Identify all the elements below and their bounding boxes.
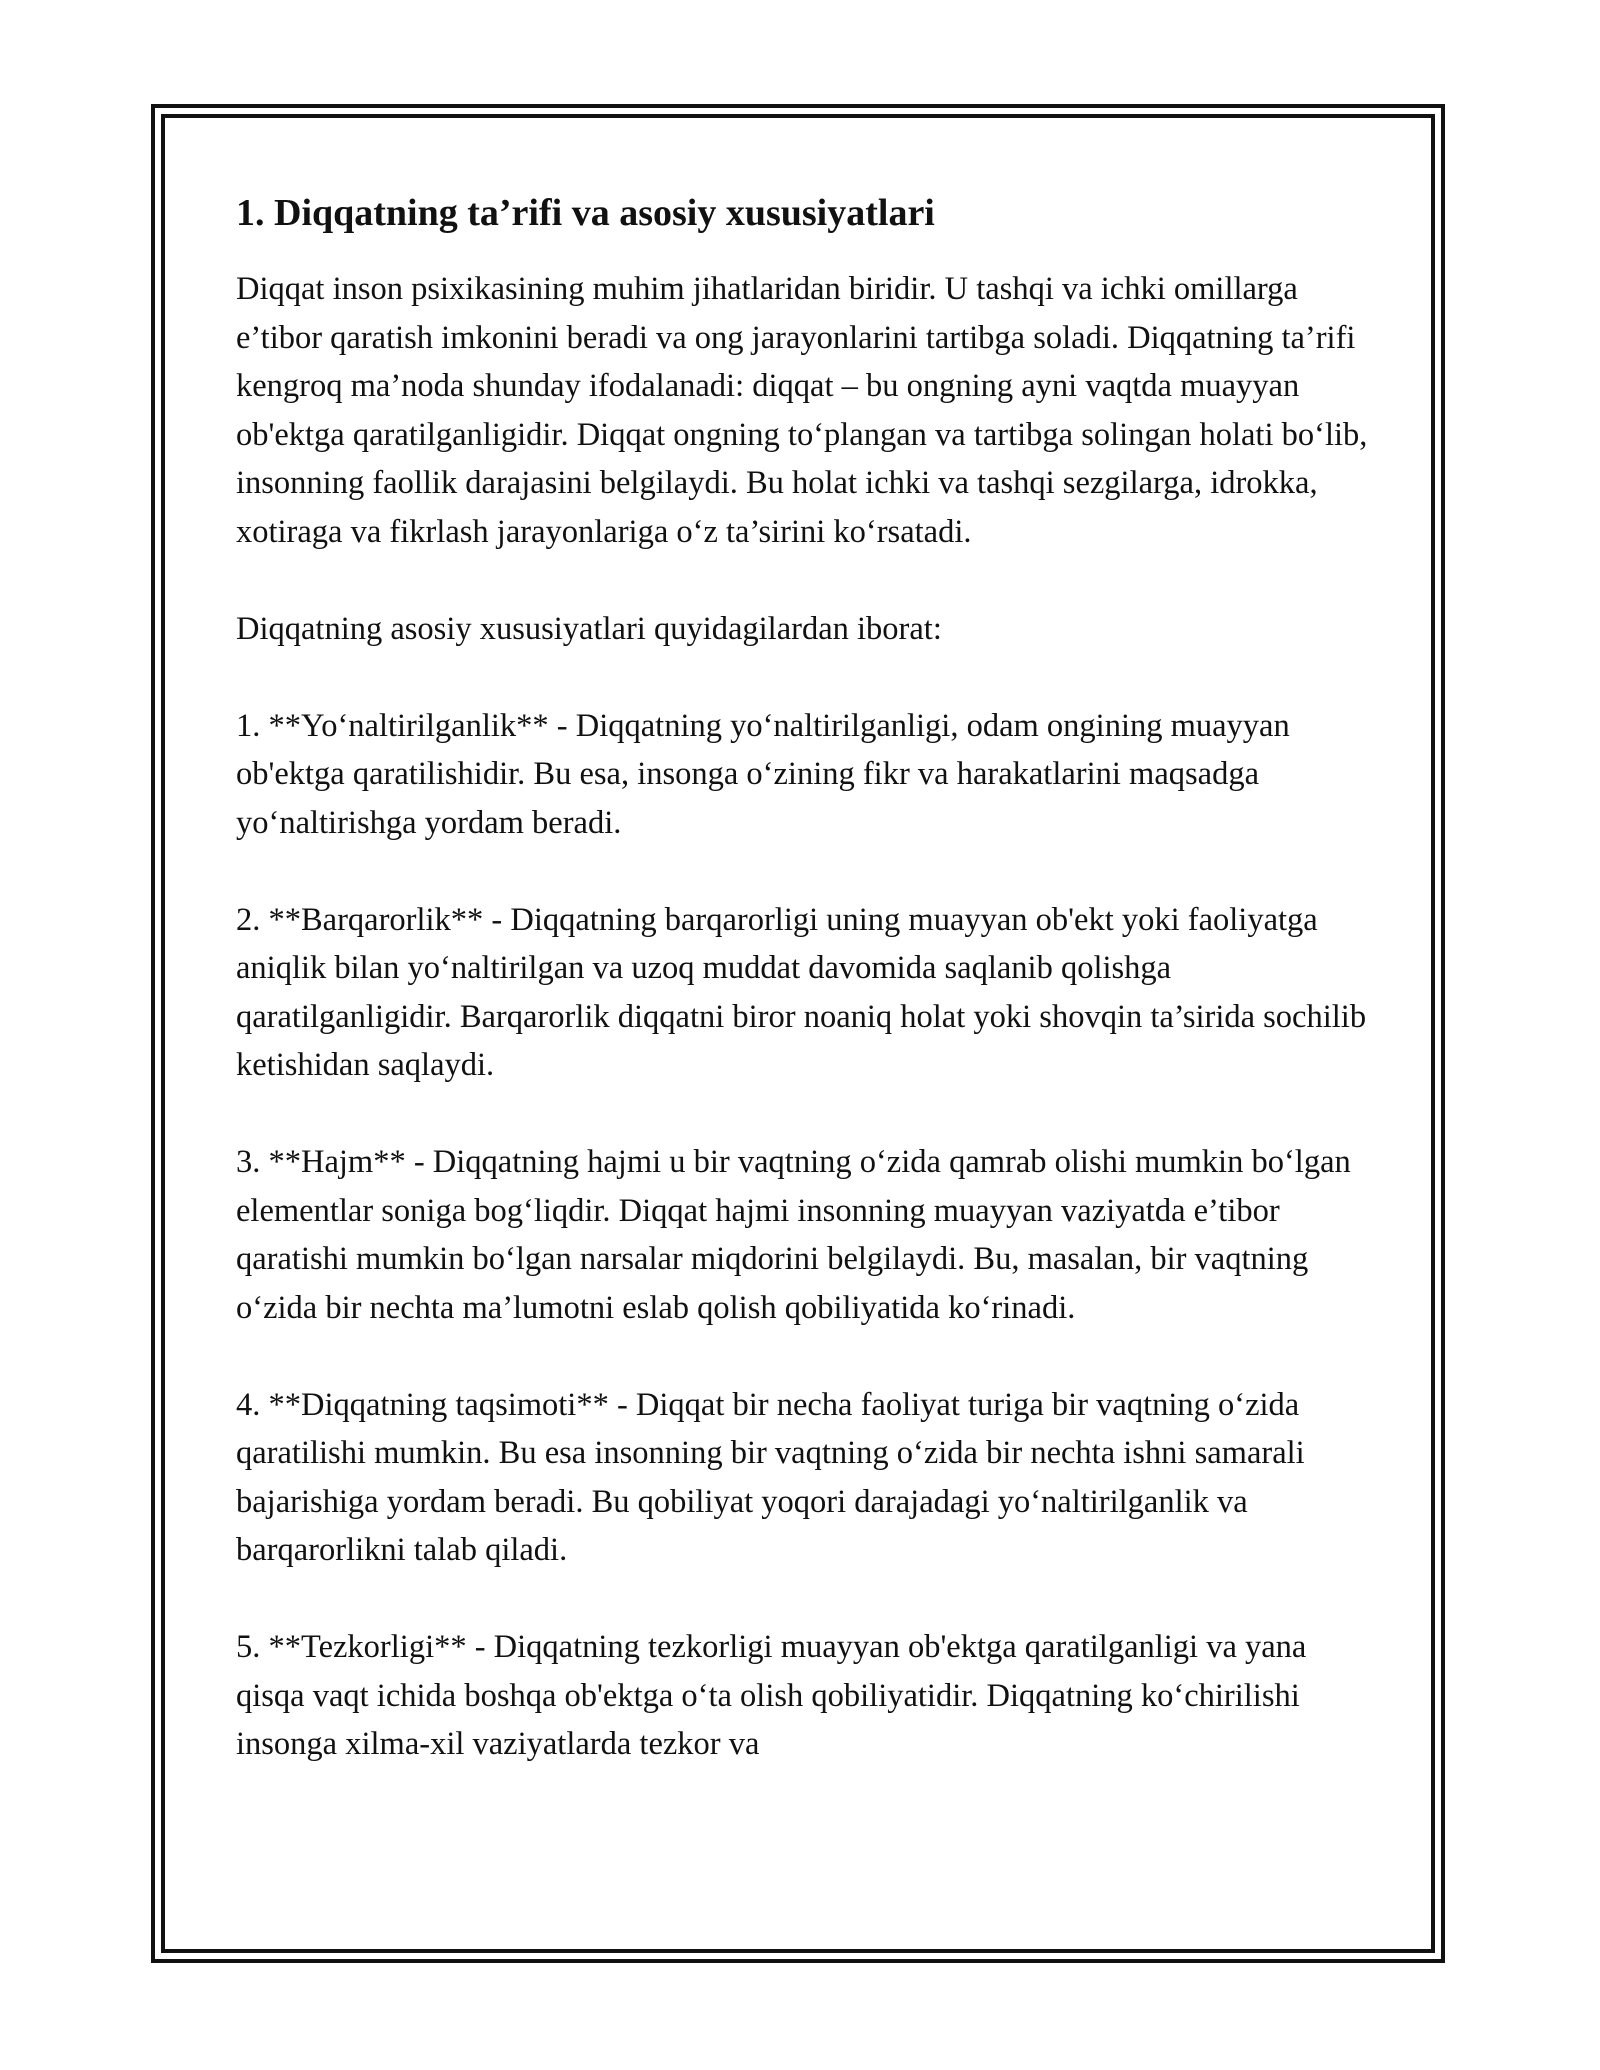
- document-body: [236, 185, 1376, 1769]
- section-heading: 1. Diqqatning ta’rifi va asosiy xususiyatlari: [236, 192, 935, 234]
- list-item-distribution: 4. **Diqqatning taqsimoti** - Diqqat bir necha faoliyat turiga bir vaqtning o‘zida qaratilishi mumkin. Bu esa insonning bir vaqtning o‘zida bir nechta ishni samarali bajarishiga yordam beradi. Bu qobiliyat yoqori darajadagi yo‘naltirilganlik va barqarorlikni talab qiladi.: [236, 1386, 1305, 1568]
- paragraph-definition: Diqqat inson psixikasining muhim jihatlaridan biridir. U tashqi va ichki omillarga e’tibor qaratish imkonini beradi va ong jarayonlarini tartibga soladi. Diqqatning ta’rifi kengroq ma’noda shunday ifodalanadi: diqqat – bu ongning ayni vaqtda muayyan ob'ektga qaratilganligidir. Diqqat ongning to‘plangan va tartibga solingan holati bo‘lib, insonning faollik darajasini belgilaydi. Bu holat ichki va tashqi sezgilarga, idrokka, xotiraga va fikrlash jarayonlariga o‘z ta’sirini ko‘rsatadi.: [236, 271, 1368, 550]
- list-item-directedness: 1. **Yo‘naltirilganlik** - Diqqatning yo‘naltirilganligi, odam ongining muayyan ob'ektga qaratilishidir. Bu esa, insonga o‘zining fikr va harakatlarini maqsadga yo‘naltirishga yordam beradi.: [236, 707, 1290, 841]
- list-item-speed: 5. **Tezkorligi** - Diqqatning tezkorligi muayyan ob'ektga qaratilganligi va yana qisqa vaqt ichida boshqa ob'ektga o‘ta olish qobiliyatidir. Diqqatning ko‘chirilishi insonga xilma-xil vaziyatlarda tezkor va: [236, 1629, 1307, 1762]
- list-item-volume: 3. **Hajm** - Diqqatning hajmi u bir vaqtning o‘zida qamrab olishi mumkin bo‘lgan elementlar soniga bog‘liqdir. Diqqat hajmi insonning muayyan vaziyatda e’tibor qaratishi mumkin bo‘lgan narsalar miqdorini belgilaydi. Bu, masalan, bir vaqtning o‘zida bir nechta ma’lumotni eslab qolish qobiliyatida ko‘rinadi.: [236, 1144, 1351, 1326]
- list-item-stability: 2. **Barqarorlik** - Diqqatning barqarorligi uning muayyan ob'ekt yoki faoliyatga aniqlik bilan yo‘naltirilgan va uzoq muddat davomida saqlanib qolishga qaratilganligidir. Barqarorlik diqqatni biror noaniq holat yoki shovqin ta’sirida sochilib ketishidan saqlaydi.: [236, 901, 1367, 1083]
- paragraph-properties-intro: Diqqatning asosiy xususiyatlari quyidagilardan iborat:: [236, 610, 942, 647]
